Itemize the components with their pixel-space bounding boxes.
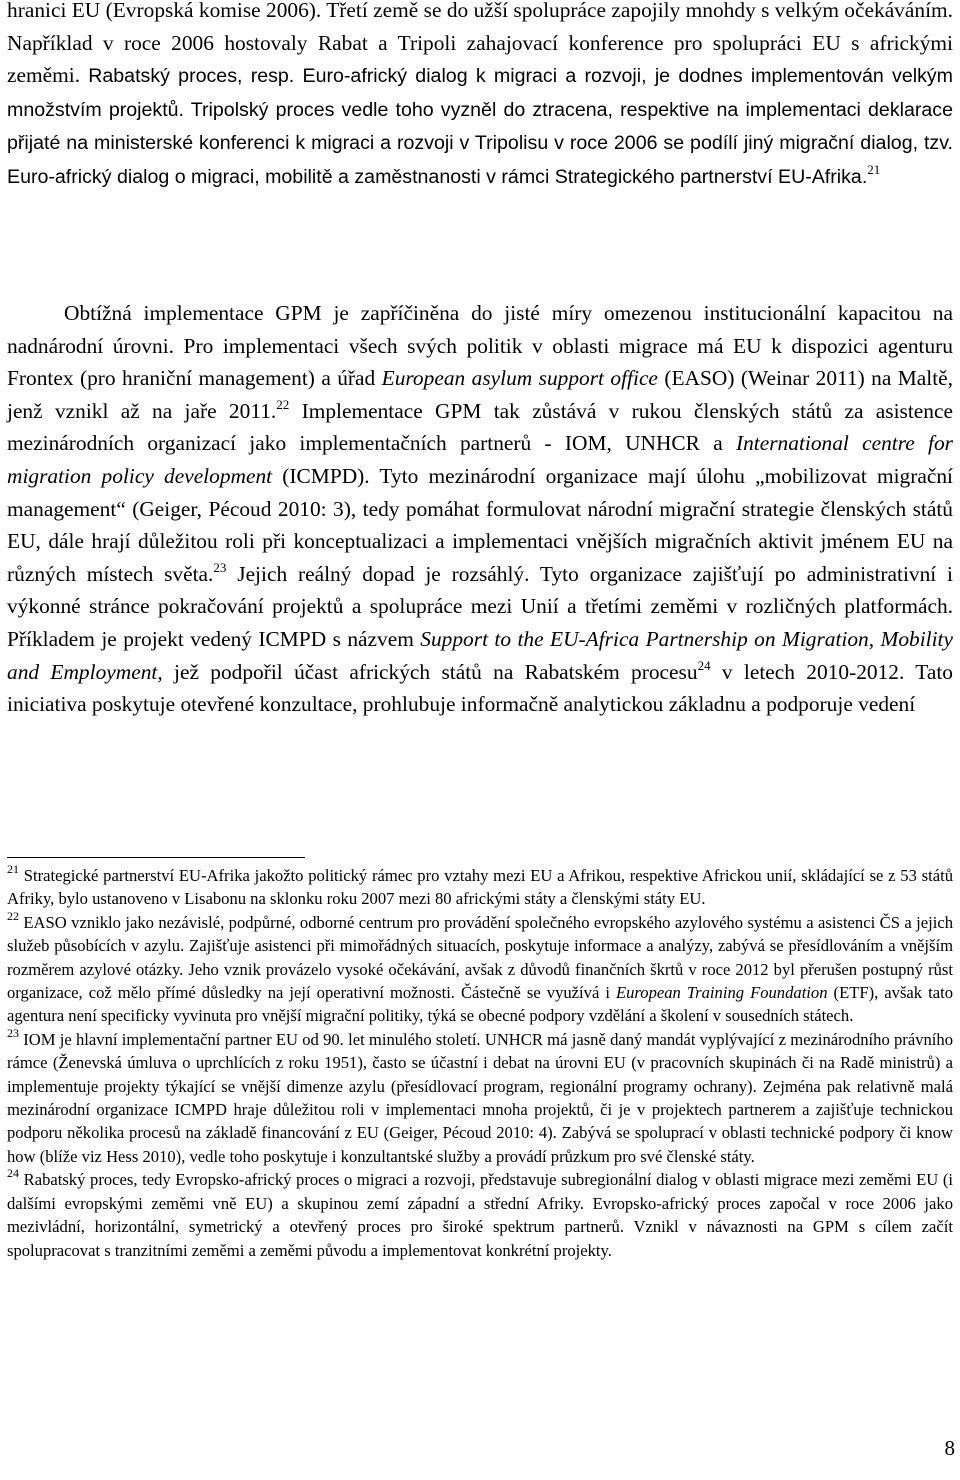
- paragraph-2-text-b: (EASO) (Weinar 2011) na Maltě, jenž vznikl až na jaře 2011.: [7, 366, 953, 423]
- paragraph-1: [7, 0, 953, 194]
- footnote-22-italic: European Training Foundation: [616, 983, 828, 1003]
- footnote-22-text-a: EASO vzniklo jako nezávislé, podpůrné, odborné centrum pro provádění společného evropského azylového systému a asistenci ČS a jejich služeb působících v azylu. Zajišťuje asistenci při mimořádných situacích, poskytuje informace a analýzy, zabývá se přesídlováním a vnějším rozměrem azylové otázky. Jeho vznik provázelo vysoké očekávání, avšak z důvodů finančních škrtů v roce 2012 byl přerušen postupný růst organizace, což mělo přímé důsledky na její operativní možnosti. Částečně se využívá i: [7, 912, 953, 1003]
- footnote-separator: [7, 857, 305, 858]
- footnote-22-text-b: (ETF), avšak tato agentura není specificky vyvinuta pro vnější migrační politiky, týká se obecné podpory vzdělání a školení v sousedních státech.: [7, 983, 953, 1026]
- paragraph-1-text-b: Rabatský proces, resp. Euro-africký dialog k migraci a rozvoji, je dodnes implementován velkým množstvím projektů. Tripolský proces vedle toho vyzněl do ztracena, respektive na implementaci deklarace přijaté na ministerské konferenci k migraci a rozvoji v Tripolisu v roce 2006 se podílí jiný migrační dialog, tzv. Euro-africký dialog o migraci, mobilitě a zaměstnanosti v rámci Strategického partnerství EU-Afrika.: [7, 65, 953, 188]
- footnote-23: [7, 1025, 953, 1168]
- footnote-24-text: Rabatský proces, tedy Evropsko-africký proces o migraci a rozvoji, představuje subregionální dialog v oblasti migrace mezi zeměmi EU (i dalšími evropskými zeměmi vně EU) a skupinou zemí západní a střední Afriky. Evropsko-africký proces započal v roce 2006 jako mezivládní, horizontální, symetrický a otevřený proces pro široké spektrum partnerů. Vznikl v návaznosti na GPM s cílem začít spolupracovat s tranzitními zeměmi a zeměmi původu a implementovat konkrétní projekty.: [7, 1170, 953, 1260]
- paragraph-2-text-f: jež podpořil účast afrických států na Rabatském procesu: [162, 659, 698, 684]
- footnote-ref-21[interactable]: 21: [867, 161, 881, 177]
- paragraph-2-italic-project: Support to the EU-Africa Partnership on Migration, Mobility and Employment,: [7, 626, 953, 684]
- footnote-23-text: IOM je hlavní implementační partner EU od 90. let minulého století. UNHCR má jasně daný mandát vyplývající z mezinárodního právního rámce (Ženevská úmluva o uprchlících z roku 1951), často se účastní i debat na úrovni EU (v pracovních skupinách či na Radě ministrů) a implementuje projekty týkající se vnější dimenze azylu (přesídlovací program, regionální programy ochrany). Zejména pak relativně malá mezinárodní organizace ICMPD hraje důležitou roli v implementaci mnoha projektů, či je v projektech partnerem a zajišťuje technickou podporu několika procesů na základě financování z EU (Geiger, Pécoud 2010: 4). Zabývá se spoluprací v oblasti technické podpory či know how (blíže viz Hess 2010), vedle toho poskytuje i konzultantské služby a provádí průzkum pro své členské státy.: [7, 1029, 953, 1166]
- paragraph-2-italic-easo: European asylum support office: [381, 366, 658, 391]
- paragraph-2-text-a: Obtížná implementace GPM je zapříčiněna do jisté míry omezenou institucionální kapacitou na nadnárodní úrovni. Pro implementaci všech svých politik v oblasti migrace má EU k dispozici agenturu Frontex (pro hraniční management) a úřad: [7, 301, 953, 391]
- page-number: 8: [944, 1436, 955, 1460]
- footnote-ref-24[interactable]: 24: [697, 657, 711, 673]
- paragraph-2-italic-icmpd: International centre for migration policy development: [7, 431, 953, 488]
- paragraph-2-text-d: (ICMPD). Tyto mezinárodní organizace mají úlohu „mobilizovat migrační management“ (Geiger, Pécoud 2010: 3), tedy pomáhat formulovat národní migrační strategie členských států EU, dále hrají důležitou roli při konceptualizaci a implementaci vnějších migračních aktivit jménem EU na různých místech světa.: [7, 463, 953, 586]
- footnote-21-text: Strategické partnerství EU-Afrika jakožto politický rámec pro vztahy mezi EU a Afrikou, respektive Africkou unií, skládající se z 53 států Afriky, bylo ustanoveno v Lisabonu na sklonku roku 2007 mezi 80 africkými státy a členskými státy EU.: [7, 866, 953, 909]
- paragraph-1-text-a: hranici EU (Evropská komise 2006). Třetí země se do užší spolupráce zapojily mnohdy s velkým očekáváním. Například v roce 2006 hostovaly Rabat a Tripoli zahajovací konference pro spolupráci EU s africkými zeměmi.: [7, 0, 953, 88]
- footnote-24: [7, 1168, 953, 1262]
- paragraph-2: [7, 297, 953, 721]
- footnote-24-number: 24: [7, 1166, 19, 1181]
- footnote-21-number: 21: [7, 862, 19, 876]
- footnote-23-number: 23: [7, 1025, 19, 1040]
- paragraph-2-text-c: Implementace GPM tak zůstává v rukou členských států za asistence mezinárodních organizací jako implementačních partnerů - IOM, UNHCR a: [7, 398, 953, 456]
- footnote-22-number: 22: [7, 908, 19, 923]
- footnote-21: [7, 864, 953, 911]
- footnote-ref-22[interactable]: 22: [276, 396, 290, 412]
- footnote-ref-23[interactable]: 23: [213, 559, 227, 575]
- paragraph-2-text-g: v letech 2010-2012. Tato iniciativa poskytuje otevřené konzultace, prohlubuje informačně analytickou základnu a podporuje vedení: [7, 659, 953, 717]
- footnote-22: [7, 908, 953, 1028]
- footnotes: [7, 864, 953, 1262]
- paragraph-2-text-e: Jejich reálný dopad je rozsáhlý. Tyto organizace zajišťují po administrativní i výkonné stránce pokračování projektů a spolupráce mezi Unií a třetími zeměmi v rozličných platformách. Příkladem je projekt vedený ICMPD s názvem: [7, 561, 953, 651]
